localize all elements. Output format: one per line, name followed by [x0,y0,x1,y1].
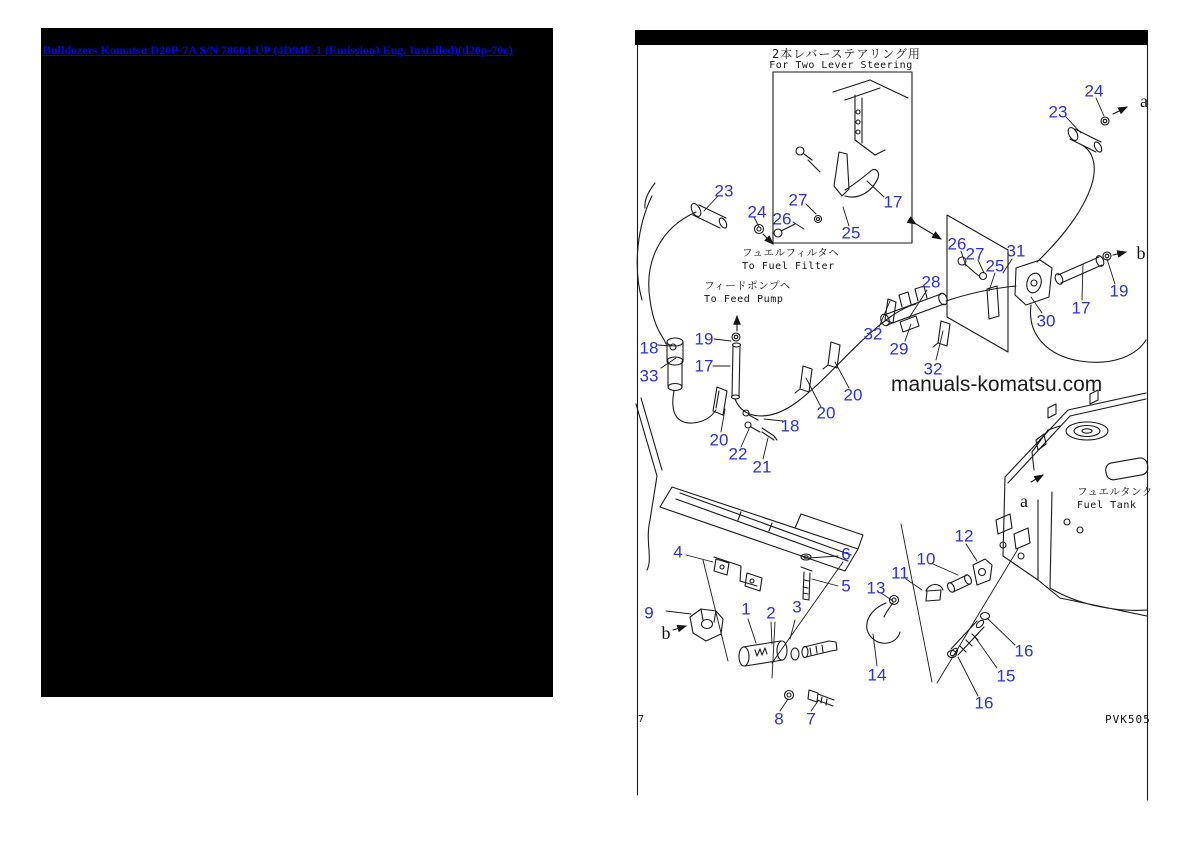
callout-10[interactable]: 10 [916,549,936,569]
label-english: To Fuel Filter [742,261,835,272]
callout-18[interactable]: 18 [780,416,800,436]
callout-11[interactable]: 11 [891,563,909,583]
callout-21[interactable]: 21 [752,457,772,477]
callout-17[interactable]: 17 [694,356,714,376]
callout-26[interactable]: 26 [947,234,967,254]
label-to-fuel-filter [742,245,839,272]
bracket-and-bolt [714,554,812,600]
small-fittings-group [867,559,992,658]
label-to-feed-pump [704,278,791,305]
callout-26[interactable]: 26 [772,209,792,229]
ref-letter-a: a [1020,491,1028,511]
callout-20[interactable]: 20 [709,430,729,450]
callout-15[interactable]: 15 [996,666,1016,686]
label-japanese: フュエルフィルタヘ [742,247,840,259]
callout-23[interactable]: 23 [1048,102,1068,122]
label-english: To Feed Pump [704,294,784,305]
callout-20[interactable]: 20 [816,403,836,423]
ref-letter-a: a [1140,91,1148,111]
callout-29[interactable]: 29 [889,339,909,359]
callout-13[interactable]: 13 [866,578,886,598]
page-number: 7 [638,714,645,725]
callout-24[interactable]: 24 [1084,81,1104,101]
callout-25[interactable]: 25 [985,256,1005,276]
callout-28[interactable]: 28 [921,272,941,292]
mount-bolts [785,690,835,706]
callout-27[interactable]: 27 [788,190,808,210]
watermark-text: manuals-komatsu.com [891,373,1103,396]
callout-5[interactable]: 5 [841,576,851,596]
callout-18[interactable]: 18 [639,338,659,358]
callout-20[interactable]: 20 [843,385,863,405]
callout-3[interactable]: 3 [792,597,802,617]
callout-16[interactable]: 16 [1014,641,1034,661]
callout-16[interactable]: 16 [974,693,994,713]
machine-body-outline [636,398,662,570]
callout-25[interactable]: 25 [841,223,861,243]
callout-22[interactable]: 22 [728,444,748,464]
callout-12[interactable]: 12 [954,526,974,546]
ref-letter-b: b [1136,243,1146,263]
callout-23[interactable]: 23 [714,181,734,201]
label-english: Fuel Tank [1077,500,1137,511]
callout-32[interactable]: 32 [923,359,943,379]
callout-27[interactable]: 27 [965,244,985,264]
drawing-code: PVK505 [1105,713,1151,726]
callout-19[interactable]: 19 [1109,281,1129,301]
callout-7[interactable]: 7 [806,709,816,729]
inset-header-japanese: 2本レバーステアリング用 [772,47,921,61]
callout-17[interactable]: 17 [1071,298,1091,318]
callout-31[interactable]: 31 [1006,241,1026,261]
label-fuel-tank [1077,484,1153,511]
callout-33[interactable]: 33 [639,366,659,386]
ref-letter-b: b [661,623,671,643]
callout-19[interactable]: 19 [694,329,714,349]
label-japanese: フュエルタンク [1077,486,1153,498]
catalog-link[interactable]: Bulldozers Komatsu D20P-7A S/N 78604-UP (4D94E-1 (Emission) Eng. Installed)(d20p-70c) [43,43,513,57]
callout-2[interactable]: 2 [766,603,776,623]
valve-assembly [673,609,837,666]
callout-9[interactable]: 9 [644,603,654,623]
callout-14[interactable]: 14 [867,665,887,685]
callout-6[interactable]: 6 [841,544,851,564]
callout-30[interactable]: 30 [1036,311,1056,331]
floor-plate [660,487,863,571]
inset-header-english: For Two Lever Steering [769,60,913,71]
callout-8[interactable]: 8 [774,709,784,729]
label-japanese: フィードポンプヘ [704,280,791,292]
callout-1[interactable]: 1 [741,599,751,619]
inset-box-two-lever-steering [773,72,912,243]
callout-32[interactable]: 32 [863,324,883,344]
callout-4[interactable]: 4 [673,542,683,562]
elbow-and-right-pipe [1015,107,1146,362]
callout-24[interactable]: 24 [747,202,767,222]
callout-17[interactable]: 17 [883,192,903,212]
